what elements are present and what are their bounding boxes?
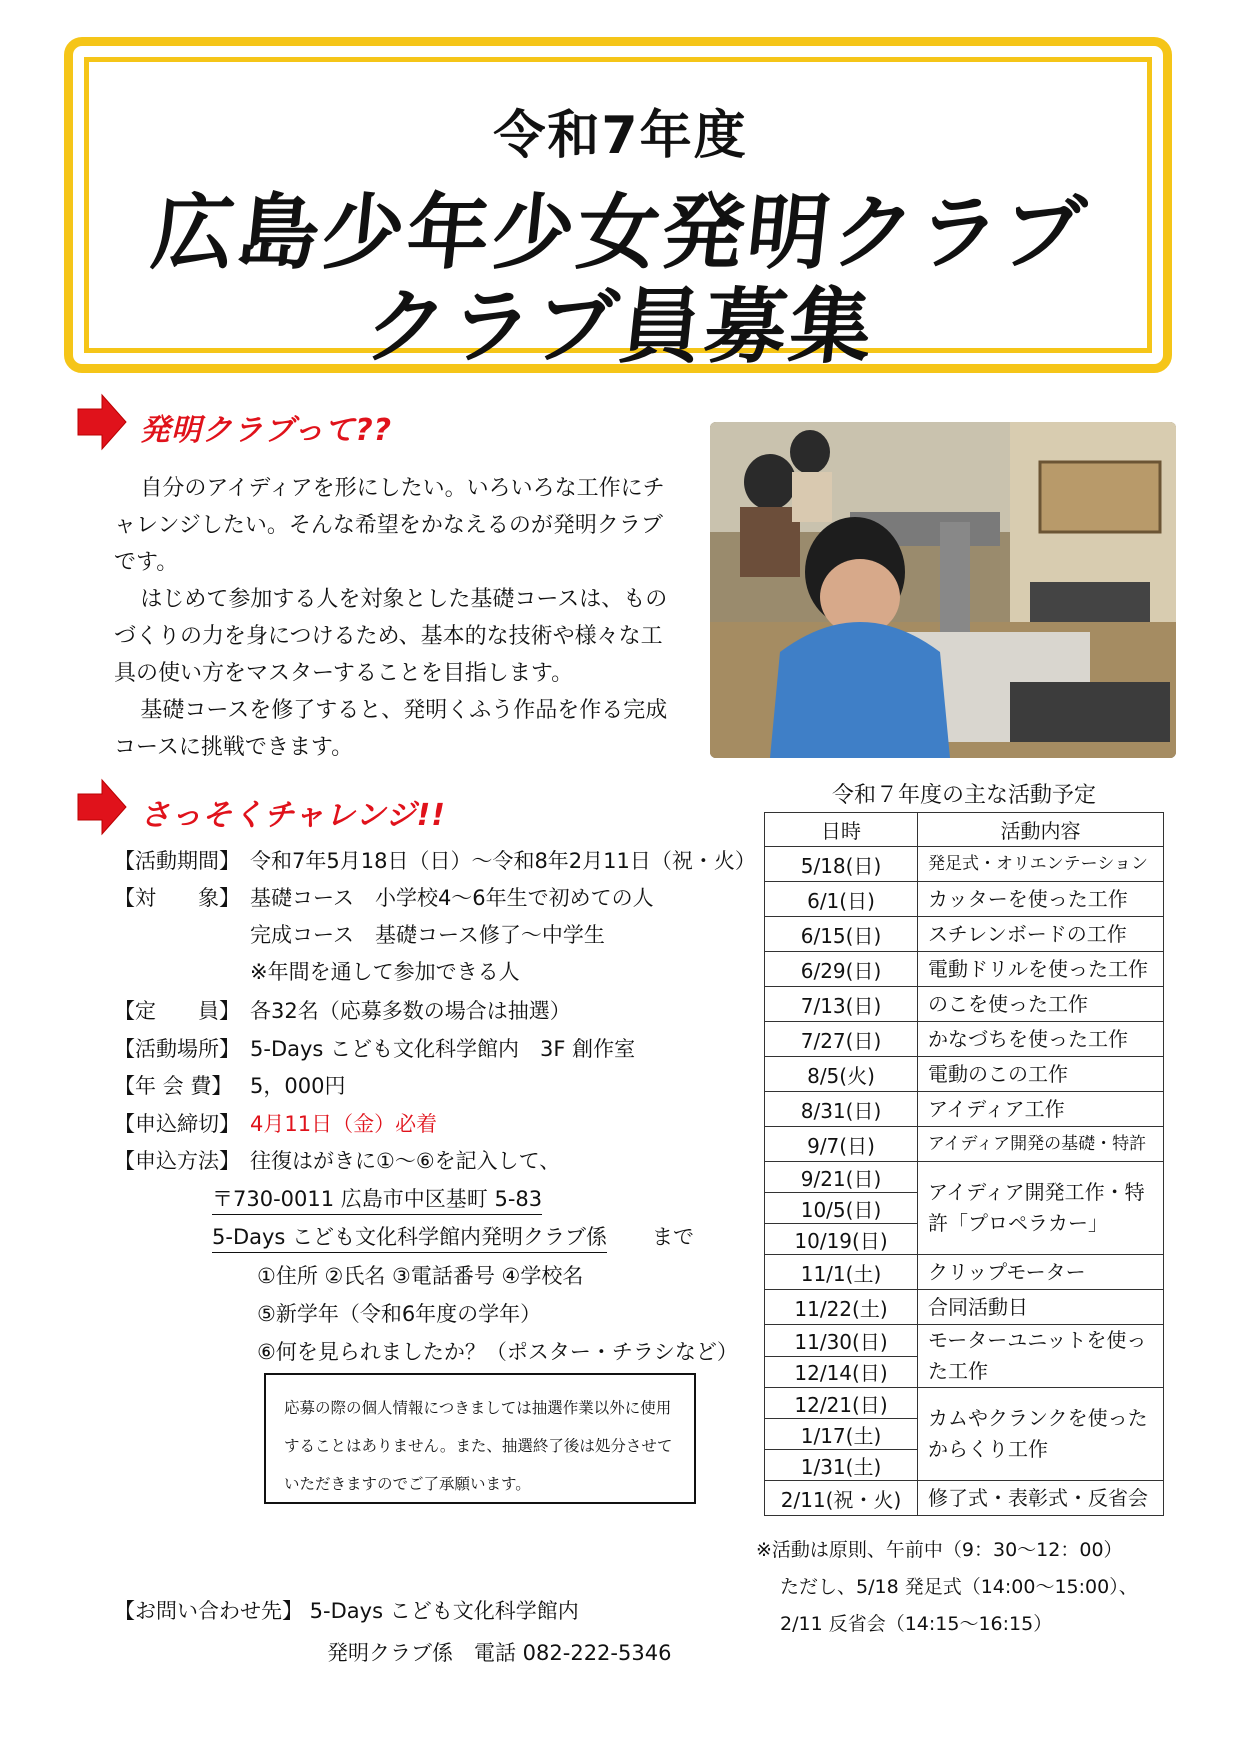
table-row <box>765 1325 1164 1357</box>
schedule-header-date: 日時 <box>765 813 918 847</box>
table-row <box>765 1388 1164 1419</box>
schedule-date: 5/18(日) <box>765 847 918 882</box>
section-heading-about: 発明クラブって?? <box>140 413 393 448</box>
period-value: 令和7年5月18日（日）～令和8年2月11日（祝・火） <box>250 849 756 873</box>
privacy-notice: 応募の際の個人情報につきましては抽選作業以外に使用することはありません。また、抽選終了後は処分させていただきますのでご了承願います。 <box>264 1373 696 1504</box>
schedule-date: 11/1(土) <box>765 1255 918 1290</box>
page-title: 広島少年少女発明クラブ <box>147 186 1093 281</box>
table-row <box>765 1127 1164 1162</box>
fee-label: 【年 会 費】 <box>114 1074 233 1098</box>
target-note: ※年間を通して参加できる人 <box>250 960 520 984</box>
schedule-content: 電動ドリルを使った工作 <box>918 952 1164 987</box>
table-row <box>765 1290 1164 1325</box>
place-label: 【活動場所】 <box>114 1037 240 1061</box>
schedule-date: 9/21(日) <box>765 1162 918 1193</box>
schedule-content: クリップモーター <box>918 1255 1164 1290</box>
method-label: 【申込方法】 <box>114 1149 240 1173</box>
schedule-content: アイディア開発の基礎・特許 <box>918 1127 1164 1162</box>
schedule-date: 8/5(火) <box>765 1057 918 1092</box>
schedule-content: のこを使った工作 <box>918 987 1164 1022</box>
schedule-date: 7/13(日) <box>765 987 918 1022</box>
target-advanced: 完成コース 基礎コース修了～中学生 <box>250 923 605 947</box>
required-items-1: ①住所 ②氏名 ③電話番号 ④学校名 <box>257 1264 584 1288</box>
section-heading-challenge: さっそくチャレンジ!! <box>140 798 446 833</box>
table-row <box>765 917 1164 952</box>
schedule-content: アイディア工作 <box>918 1092 1164 1127</box>
required-items-3: ⑥何を見られましたか？（ポスター・チラシなど） <box>257 1340 738 1364</box>
deadline-label: 【申込締切】 <box>114 1112 240 1136</box>
red-arrow-icon <box>76 778 128 836</box>
table-row <box>765 1092 1164 1127</box>
schedule-note-2: ただし、5/18 発足式（14:00～15:00）、 <box>780 1576 1138 1598</box>
workshop-photo <box>710 422 1176 758</box>
schedule-date: 1/31(土) <box>765 1450 918 1481</box>
place-value: 5-Days こども文化科学館内 3F 創作室 <box>250 1037 636 1061</box>
schedule-date: 6/15(日) <box>765 917 918 952</box>
schedule-date: 6/1(日) <box>765 882 918 917</box>
table-row <box>765 1022 1164 1057</box>
schedule-note-1: ※活動は原則、午前中（9：30～12：00） <box>756 1539 1123 1561</box>
schedule-content: 発足式・オリエンテーション <box>918 847 1164 882</box>
title-year: 令和7年度 <box>493 106 748 166</box>
schedule-header-content: 活動内容 <box>918 813 1164 847</box>
target-basic: 基礎コース 小学校4～6年生で初めての人 <box>250 886 654 910</box>
contact-line-2: 発明クラブ係 電話 082-222-5346 <box>327 1641 672 1665</box>
schedule-date: 1/17(土) <box>765 1419 918 1450</box>
mailing-recipient: 5-Days こども文化科学館内発明クラブ係 <box>212 1221 607 1253</box>
schedule-date: 6/29(日) <box>765 952 918 987</box>
schedule-date: 9/7(日) <box>765 1127 918 1162</box>
schedule-date: 8/31(日) <box>765 1092 918 1127</box>
required-items-2: ⑤新学年（令和6年度の学年） <box>257 1302 542 1326</box>
capacity-label: 【定 員】 <box>114 999 240 1023</box>
table-row <box>765 847 1164 882</box>
contact-info <box>114 1595 671 1667</box>
schedule-header-row <box>765 813 1164 847</box>
schedule-date: 2/11(祝・火) <box>765 1481 918 1516</box>
schedule-date: 10/5(日) <box>765 1193 918 1224</box>
table-row <box>765 1255 1164 1290</box>
schedule-date: 10/19(日) <box>765 1224 918 1255</box>
schedule-content: アイディア開発工作・特許「プロペラカー」 <box>918 1162 1164 1255</box>
period-label: 【活動期間】 <box>114 849 240 873</box>
intro-paragraph: 基礎コースを修了すると、発明くふう作品を作る完成コースに挑戦できます。 <box>114 698 668 760</box>
contact-line-1: 【お問い合わせ先】 5-Days こども文化科学館内 <box>114 1599 579 1623</box>
method-value: 往復はがきに①～⑥を記入して、 <box>250 1149 561 1173</box>
schedule-title: 令和７年度の主な活動予定 <box>831 783 1096 808</box>
schedule-content: カッターを使った工作 <box>918 882 1164 917</box>
schedule-content: モーターユニットを使った工作 <box>918 1325 1164 1388</box>
schedule-notes <box>756 1532 1138 1643</box>
table-row <box>765 1162 1164 1193</box>
table-row <box>765 882 1164 917</box>
schedule-content: 合同活動日 <box>918 1290 1164 1325</box>
table-row <box>765 987 1164 1022</box>
schedule-content: スチレンボードの工作 <box>918 917 1164 952</box>
schedule-date: 11/22(土) <box>765 1290 918 1325</box>
schedule-date: 12/21(日) <box>765 1388 918 1419</box>
schedule-date: 7/27(日) <box>765 1022 918 1057</box>
schedule-note-3: 2/11 反省会（14:15～16:15） <box>780 1613 1053 1635</box>
table-row <box>765 1481 1164 1516</box>
schedule-date: 12/14(日) <box>765 1356 918 1388</box>
intro-paragraph: 自分のアイディアを形にしたい。いろいろな工作にチャレンジしたい。そんな希望をかなえるのが発明クラブです。 <box>114 476 665 575</box>
fee-value: 5，000円 <box>250 1074 346 1098</box>
table-row <box>765 1057 1164 1092</box>
intro-paragraph: はじめて参加する人を対象とした基礎コースは、ものづくりの力を身につけるため、基本的な技術や様々な工具の使い方をマスターすることを目指します。 <box>114 587 668 686</box>
schedule-content: カムやクランクを使ったからくり工作 <box>918 1388 1164 1481</box>
table-row <box>765 952 1164 987</box>
deadline-value: 4月11日（金）必着 <box>250 1112 438 1136</box>
schedule-table <box>764 812 1164 1516</box>
schedule-date: 11/30(日) <box>765 1325 918 1357</box>
capacity-value: 各32名（応募多数の場合は抽選） <box>250 999 571 1023</box>
schedule-content: 電動のこの工作 <box>918 1057 1164 1092</box>
schedule-content: 修了式・表彰式・反省会 <box>918 1481 1164 1516</box>
target-label: 【対 象】 <box>114 886 240 910</box>
red-arrow-icon <box>76 393 128 451</box>
workshop-photo-illustration <box>710 422 1176 758</box>
schedule-content: かなづちを使った工作 <box>918 1022 1164 1057</box>
address-suffix: まで <box>652 1225 694 1249</box>
intro-text <box>114 470 684 766</box>
mailing-address: 〒730-0011 広島市中区基町 5-83 <box>212 1183 542 1215</box>
page-subtitle: クラブ員募集 <box>359 280 880 375</box>
